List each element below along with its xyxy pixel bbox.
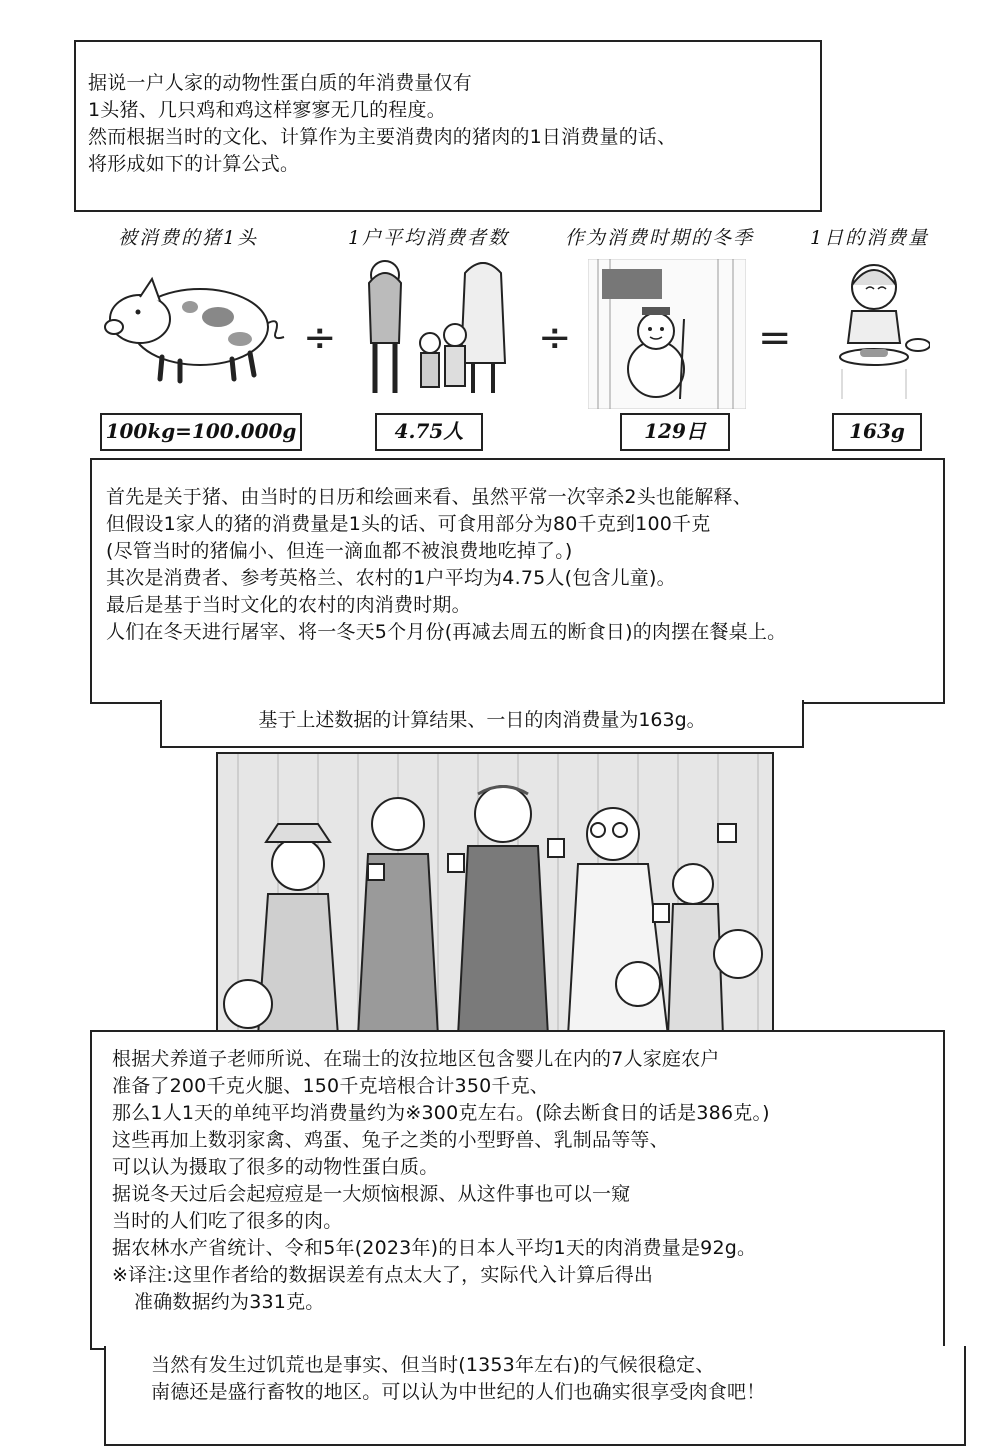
divide-operator: ÷ (538, 315, 572, 361)
details-line: 当时的人们吃了很多的肉。 (112, 1210, 343, 1232)
result-text: 基于上述数据的计算结果、一日的肉消费量为163g。 (160, 700, 804, 748)
equals-operator: = (758, 315, 792, 361)
details-line: 可以认为摄取了很多的动物性蛋白质。 (112, 1156, 439, 1178)
translator-note-line: ※译注:这里作者给的数据误差有点太大了，实际代入计算后得出 (112, 1264, 654, 1286)
formula-value-winter: 129日 (620, 413, 730, 451)
explanation-text-box (90, 458, 945, 704)
formula-caption-winter: 作为消费时期的冬季 (565, 227, 755, 249)
details-line: 这些再加上数羽家禽、鸡蛋、兔子之类的小型野兽、乳制品等等、 (112, 1129, 669, 1151)
formula-value-household: 4.75人 (375, 413, 483, 451)
villagers-toast-illustration (216, 752, 774, 1034)
villagers-toast-image (218, 754, 774, 1034)
snowman-icon (588, 259, 746, 409)
formula-caption-household: 1户平均消费者数 (348, 227, 510, 249)
formula-caption-pig: 被消费的猪1头 (118, 227, 259, 249)
intro-line: 据说一户人家的动物性蛋白质的年消费量仅有 (88, 72, 473, 94)
intro-line: 将形成如下的计算公式。 (88, 153, 300, 175)
intro-line: 然而根据当时的文化、计算作为主要消费肉的猪肉的1日消费量的话、 (88, 126, 677, 148)
family-icon (355, 253, 520, 413)
details-line: 准备了200千克火腿、150千克培根合计350千克、 (112, 1075, 549, 1097)
intro-text-box (74, 40, 822, 212)
explanation-line: 首先是关于猪、由当时的日历和绘画来看、虽然平常一次宰杀2头也能解释、 (106, 486, 752, 508)
details-text-box (90, 1030, 945, 1350)
details-line: 根据犬养道子老师所说、在瑞士的汝拉地区包含婴儿在内的7人家庭农户 (112, 1048, 720, 1070)
conclusion-line: 当然有发生过饥荒也是事实、但当时(1353年左右)的气候很稳定、 (151, 1354, 715, 1376)
explanation-line: 最后是基于当时文化的农村的肉消费时期。 (106, 594, 471, 616)
formula-row (0, 215, 1000, 460)
explanation-line: 但假设1家人的猪的消费量是1头的话、可食用部分为80千克到100千克 (106, 513, 711, 535)
translator-note-line: 准确数据约为331克。 (134, 1291, 325, 1313)
formula-value-daily: 163g (832, 413, 922, 451)
explanation-line: 其次是消费者、参考英格兰、农村的1户平均为4.75人(包含儿童)。 (106, 567, 676, 589)
girl-eating-icon (822, 259, 930, 399)
pig-icon (100, 257, 285, 387)
intro-line: 1头猪、几只鸡和鸡这样寥寥无几的程度。 (88, 99, 446, 121)
formula-caption-daily: 1日的消费量 (810, 227, 930, 249)
conclusion-text-box (104, 1346, 966, 1446)
explanation-line: 人们在冬天进行屠宰、将一冬天5个月份(再减去周五的断食日)的肉摆在餐桌上。 (106, 621, 787, 643)
details-line: 据农林水产省统计、令和5年(2023年)的日本人平均1天的肉消费量是92g。 (112, 1237, 757, 1259)
details-line: 那么1人1天的单纯平均消费量约为※300克左右。(除去断食日的话是386克。) (112, 1102, 770, 1124)
formula-value-pig: 100kg=100.000g (100, 413, 302, 451)
explanation-line: (尽管当时的猪偏小、但连一滴血都不被浪费地吃掉了。) (106, 540, 573, 562)
details-line: 据说冬天过后会起痘痘是一大烦恼根源、从这件事也可以一窥 (112, 1183, 631, 1205)
conclusion-line: 南德还是盛行畜牧的地区。可以认为中世纪的人们也确实很享受肉食吧！ (151, 1381, 766, 1403)
divide-operator: ÷ (303, 315, 337, 361)
